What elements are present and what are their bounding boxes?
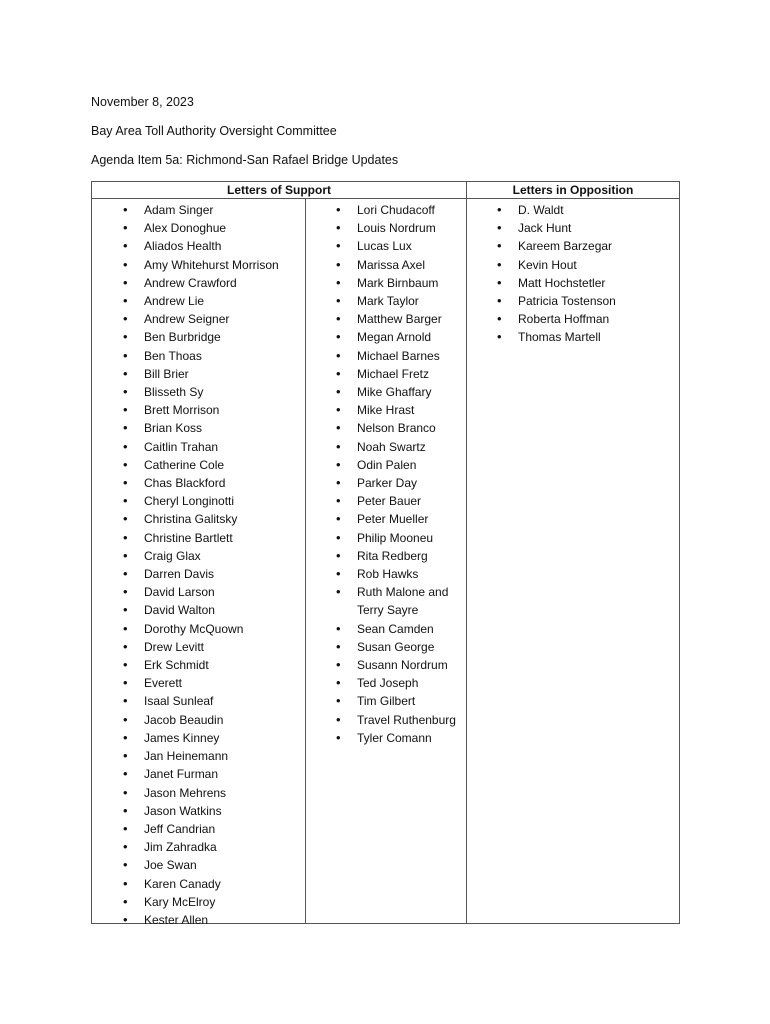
list-item: • Rita Redberg [357, 547, 462, 565]
list-item: • Mike Ghaffary [357, 383, 462, 401]
list-item: • Jan Heinemann [144, 747, 279, 765]
list-item: • Dorothy McQuown [144, 620, 279, 638]
list-item: • Rob Hawks [357, 565, 462, 583]
list-item: • Catherine Cole [144, 456, 279, 474]
list-item: • Matt Hochstetler [518, 274, 616, 292]
list-item: • Brett Morrison [144, 401, 279, 419]
list-item: • Peter Mueller [357, 510, 462, 528]
list-item: • Darren Davis [144, 565, 279, 583]
list-item: • Jason Watkins [144, 802, 279, 820]
list-item: • Peter Bauer [357, 492, 462, 510]
list-item: • Cheryl Longinotti [144, 492, 279, 510]
letters-table [91, 181, 680, 927]
list-item: • Michael Barnes [357, 347, 462, 365]
list-item: • Karen Canady [144, 875, 279, 893]
list-item: • Louis Nordrum [357, 219, 462, 237]
support-list-2 [357, 201, 462, 747]
list-item: • Mike Hrast [357, 401, 462, 419]
list-item: • Susan George [357, 638, 462, 656]
list-item: • Jim Zahradka [144, 838, 279, 856]
list-item: • Jack Hunt [518, 219, 616, 237]
list-item: • Ted Joseph [357, 674, 462, 692]
list-item: • Kevin Hout [518, 256, 616, 274]
list-item: • Jacob Beaudin [144, 711, 279, 729]
list-item: • James Kinney [144, 729, 279, 747]
list-item: • Christina Galitsky [144, 510, 279, 528]
support-list-1 [144, 201, 279, 929]
list-item: • Jason Mehrens [144, 784, 279, 802]
list-item: • Everett [144, 674, 279, 692]
list-item: • Kester Allen [144, 911, 279, 929]
list-item: • Sean Camden [357, 620, 462, 638]
list-item: • Tim Gilbert [357, 692, 462, 710]
list-item: • Ben Thoas [144, 347, 279, 365]
list-item: • Patricia Tostenson [518, 292, 616, 310]
list-item: • Chas Blackford [144, 474, 279, 492]
list-item: • Philip Mooneu [357, 529, 462, 547]
list-item: • Isaal Sunleaf [144, 692, 279, 710]
list-item: • Michael Fretz [357, 365, 462, 383]
list-item: • Alex Donoghue [144, 219, 279, 237]
committee-name: Bay Area Toll Authority Oversight Committee [91, 124, 337, 138]
header-divider [92, 198, 679, 199]
list-item: • Odin Palen [357, 456, 462, 474]
list-item: • Janet Furman [144, 765, 279, 783]
list-item: • Susann Nordrum [357, 656, 462, 674]
list-item: • Nelson Branco [357, 419, 462, 437]
list-item: • David Larson [144, 583, 279, 601]
list-item: • Bill Brier [144, 365, 279, 383]
list-item: • Craig Glax [144, 547, 279, 565]
list-item: • Adam Singer [144, 201, 279, 219]
list-item: • Lori Chudacoff [357, 201, 462, 219]
list-item: • Lucas Lux [357, 237, 462, 255]
list-item: • Kareem Barzegar [518, 237, 616, 255]
list-item: • Amy Whitehurst Morrison [144, 256, 279, 274]
list-item: • Mark Birnbaum [357, 274, 462, 292]
list-item: • Andrew Seigner [144, 310, 279, 328]
list-item: • Erk Schmidt [144, 656, 279, 674]
list-item: • Noah Swartz [357, 438, 462, 456]
list-item: • Tyler Comann [357, 729, 462, 747]
document-date: November 8, 2023 [91, 95, 194, 109]
list-item: • Roberta Hoffman [518, 310, 616, 328]
list-item: • Matthew Barger [357, 310, 462, 328]
opposition-list [518, 201, 616, 347]
list-item: • Brian Koss [144, 419, 279, 437]
list-item: • Christine Bartlett [144, 529, 279, 547]
list-item: • Ruth Malone and Terry Sayre [357, 583, 462, 619]
list-item: • Joe Swan [144, 856, 279, 874]
support-heading: Letters of Support [227, 183, 331, 197]
list-item: • Andrew Lie [144, 292, 279, 310]
list-item: • Megan Arnold [357, 328, 462, 346]
list-item: • Marissa Axel [357, 256, 462, 274]
list-item: • Drew Levitt [144, 638, 279, 656]
support-column-divider [305, 199, 306, 923]
list-item: • Mark Taylor [357, 292, 462, 310]
list-item: • Kary McElroy [144, 893, 279, 911]
list-item: • David Walton [144, 601, 279, 619]
list-item: • Andrew Crawford [144, 274, 279, 292]
list-item: • Aliados Health [144, 237, 279, 255]
list-item: • Blisseth Sy [144, 383, 279, 401]
opposition-column-divider [466, 182, 467, 923]
opposition-heading: Letters in Opposition [512, 183, 634, 197]
list-item: • Caitlin Trahan [144, 438, 279, 456]
list-item: • Parker Day [357, 474, 462, 492]
list-item: • Travel Ruthenburg [357, 711, 462, 729]
list-item: • Ben Burbridge [144, 328, 279, 346]
agenda-item: Agenda Item 5a: Richmond-San Rafael Bridge Updates [91, 153, 399, 167]
list-item: • Thomas Martell [518, 328, 616, 346]
list-item: • D. Waldt [518, 201, 616, 219]
list-item: • Jeff Candrian [144, 820, 279, 838]
